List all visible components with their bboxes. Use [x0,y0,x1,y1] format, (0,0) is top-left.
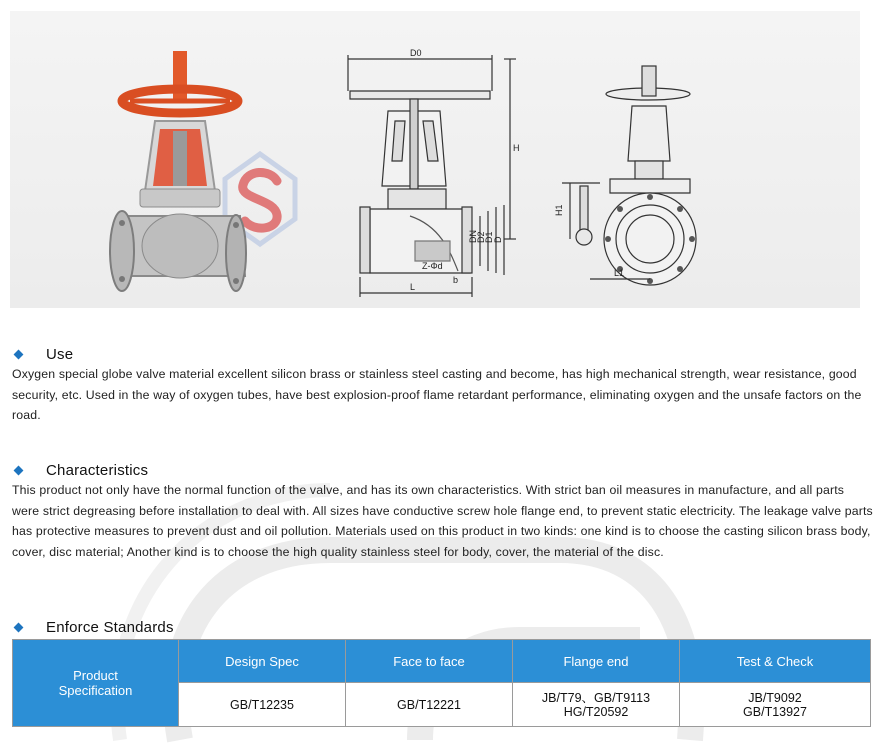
label-h1: H1 [554,204,564,216]
standards-table [12,639,871,727]
header-face-to-face: Face to face [346,640,513,683]
header-test-check: Test & Check [680,640,871,683]
product-image-banner [10,11,860,308]
bullet-icon [14,622,24,632]
standards-section [12,617,874,637]
label-l: L [410,282,416,292]
product-spec-line2: Specification [58,683,133,698]
use-section [12,344,874,426]
product-spec-cell [13,640,179,727]
cell-line: HG/T20592 [563,704,629,719]
cell-line: GB/T12221 [397,697,461,712]
use-title: Use [46,345,74,363]
characteristics-body: This product not only have the normal function of the valve, and has its own characteristics. With strict ban oil measures in manufacture, and all parts were strict degreasing before installation to deal with. All sizes have conductive screw hole flange end, to prevent static electricity. The leakage valve parts has protective measures to prevent dust and oil pollution. Materials used on this product in two kinds: one kind is to choose the casting silicon brass body, cover, disc material; Another kind is to choose the high quality stainless steel for body, cover, the material of the disc. [12,483,873,559]
label-l1: L1 [614,268,625,278]
bullet-icon [14,349,24,359]
header-design-spec: Design Spec [179,640,346,683]
cell-line: JB/T9092 [748,690,802,705]
standards-title: Enforce Standards [46,618,174,636]
cell-line: JB/T79、GB/T9113 [541,690,651,705]
side-view-drawing [562,66,696,285]
cell-line: GB/T12235 [230,697,294,712]
header-flange-end: Flange end [513,640,680,683]
use-body: Oxygen special globe valve material excellent silicon brass or stainless steel casting and become, has high mechanical strength, wear resistance, good security, etc. Used in the way of oxygen tubes, have best explosion-proof flame retardant performance, eliminating oxygen and the unsafe factors on the road. [12,367,862,422]
characteristics-section [12,460,874,562]
label-d1: D1 [484,231,494,243]
characteristics-title: Characteristics [46,461,149,479]
cell-flange-end [513,683,680,727]
label-b: b [453,275,459,285]
product-spec-line1: Product [73,668,118,683]
label-dn: DN [468,230,478,243]
label-z: Z-Φd [422,261,443,271]
label-d2: D2 [476,231,486,243]
cell-face-to-face [346,683,513,727]
bullet-icon [14,465,24,475]
label-d0: D0 [410,48,422,58]
valve-photo [110,51,246,291]
cell-design-spec [179,683,346,727]
label-h: H [513,143,520,153]
cell-test-check [680,683,871,727]
label-d: D [493,236,503,243]
cell-line: GB/T13927 [743,704,807,719]
